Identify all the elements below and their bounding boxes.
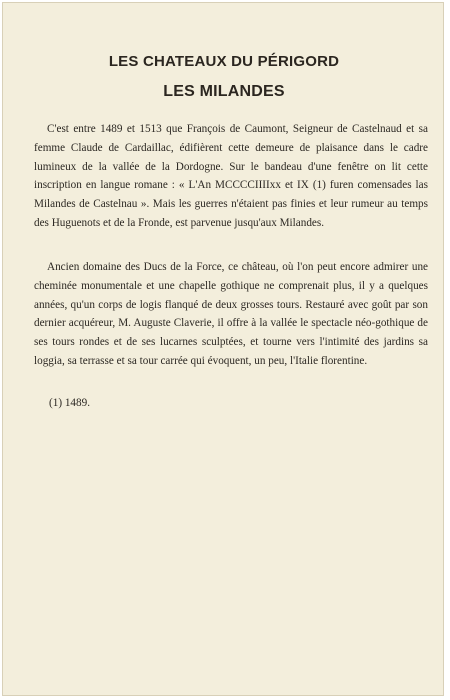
card-title: LES CHATEAUX DU PÉRIGORD [108, 53, 340, 70]
paragraph-text: C'est entre 1489 et 1513 que François de Caumont, Seigneur de Castelnaud et sa femme Claude de Cardaillac, édifièrent cette demeure de plaisance dans le cadre lumineux de la vallée de la Dordogne. Sur le bandeau d'une fenêtre on lit cette inscription en langue romane : « L'An MCCCCIIIIxx et IX (1) furen comensades las Milandes de Castelnau ». Mais les guerres n'étaient pas finies et leur rumeur au temps des Huguenots et de la Fronde, est parvenue jusqu'aux Milandes. [34, 123, 428, 229]
paragraph-history [34, 120, 428, 233]
card-subtitle: LES MILANDES [163, 83, 285, 100]
paragraph-description [34, 258, 428, 371]
paragraph-text: Ancien domaine des Ducs de la Force, ce château, où l'on peut encore admirer une cheminée monumentale et une chapelle gothique ne comprenait plus, il y a quelques années, qu'un corps de logis flanqué de deux grosses tours. Restauré avec goût par son dernier acquéreur, M. Auguste Claverie, il offre à la vallée le spectacle néo-gothique de ses tours rondes et de ses lucarnes sculptées, et tourne vers l'intimité des jardins sa loggia, sa terrasse et sa tour carrée qui évoquent, un peu, l'Italie florentine. [34, 261, 428, 367]
postcard-back [2, 2, 444, 696]
footnote: (1) 1489. [49, 397, 91, 409]
